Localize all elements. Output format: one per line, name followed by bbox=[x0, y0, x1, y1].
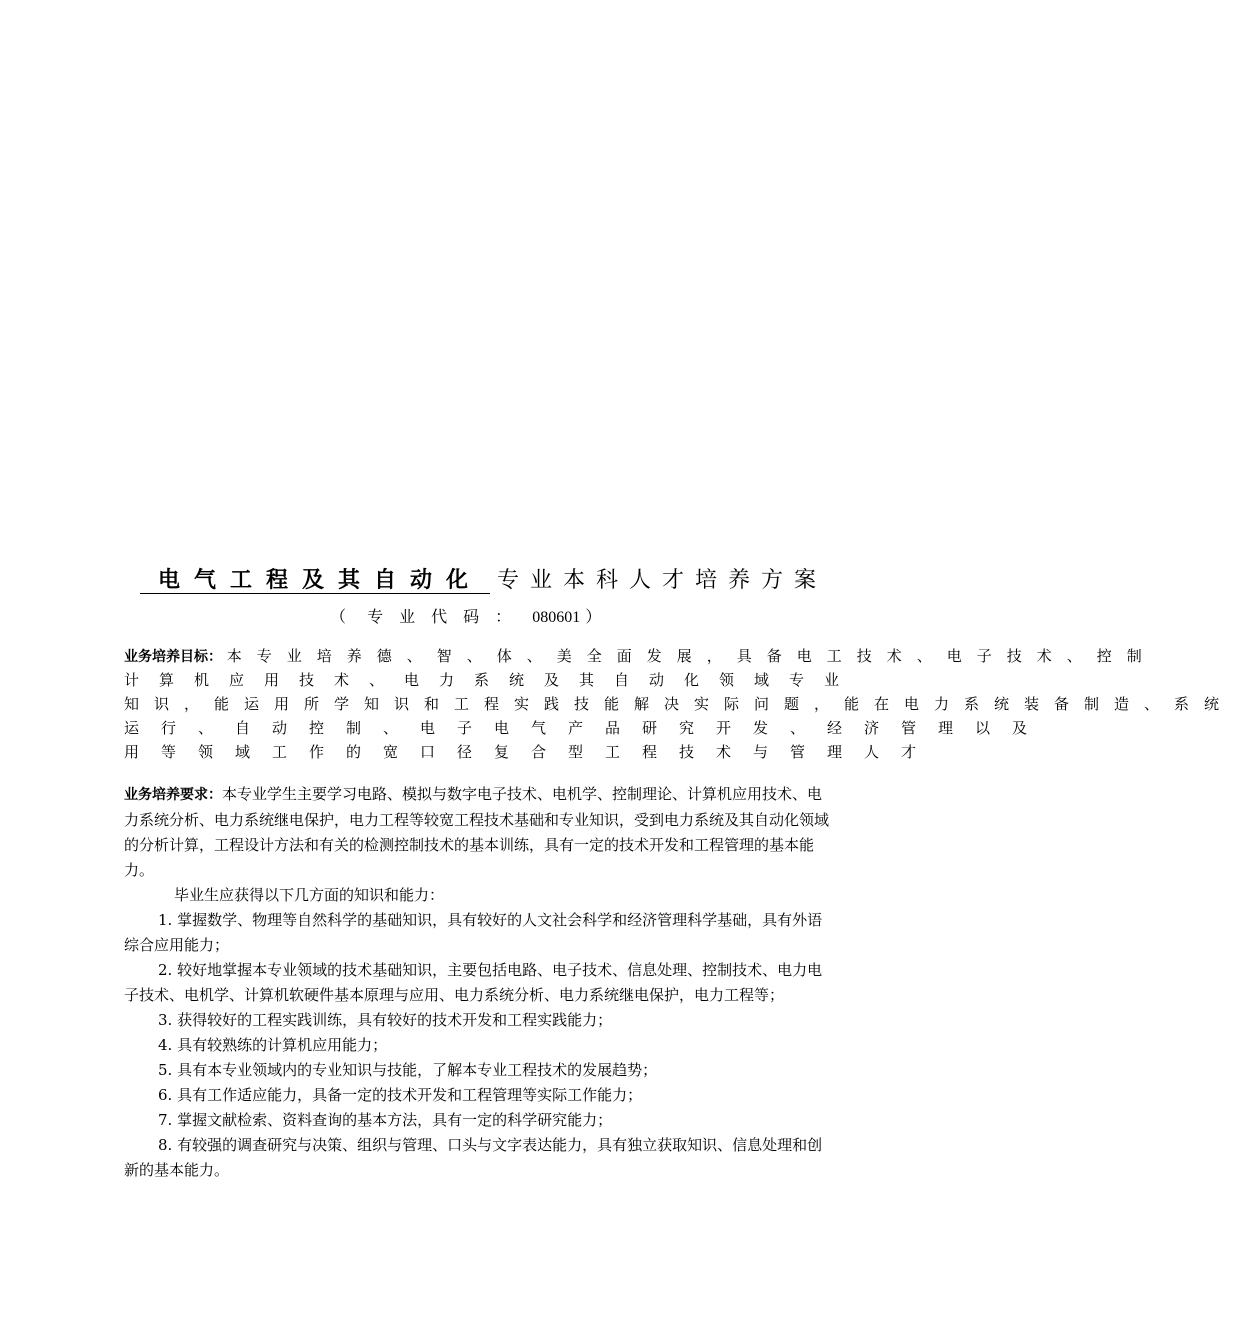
open-paren: （ bbox=[330, 607, 363, 626]
close-paren: ） bbox=[585, 607, 602, 626]
objective-line: 本专业培养德、智、体、美全面发展，具备电工技术、电子技术、控制 bbox=[226, 647, 1157, 665]
objective-line: 运行、自动控制、电子电气产品研究开发、经济管理以及 bbox=[124, 719, 1050, 737]
ability-item: 7. 掌握文献检索、资料查询的基本方法，具有一定的科学研究能力； bbox=[158, 1111, 613, 1129]
objective-line: 知识，能运用所学知识和工程实践技能解决实际问题，能在电力系统装备制造、系统 bbox=[124, 695, 1234, 713]
major-code: 080601 bbox=[532, 609, 581, 626]
requirements-intro-paragraph bbox=[124, 782, 834, 883]
title-rest: 专业本科人才培养方案 bbox=[497, 568, 828, 593]
objective-line: 用等领域工作的宽口径复合型工程技术与管理人才 bbox=[124, 743, 939, 761]
ability-item: 1. 掌握数学、物理等自然科学的基础知识，具有较好的人文社会科学和经济管理科学基础，具有外语综合应用能力； bbox=[124, 911, 823, 954]
ability-item: 6. 具有工作适应能力，具备一定的技术开发和工程管理等实际工作能力； bbox=[158, 1086, 643, 1104]
ability-item: 5. 具有本专业领域内的专业知识与技能，了解本专业工程技术的发展趋势； bbox=[158, 1061, 658, 1079]
major-name: 电气工程及其自动化 bbox=[140, 567, 490, 594]
major-code-line bbox=[330, 606, 630, 629]
document-title bbox=[140, 565, 840, 596]
objective-heading: 业务培养目标： bbox=[124, 649, 222, 665]
abilities-lead: 毕业生应获得以下几方面的知识和能力： bbox=[174, 886, 445, 904]
ability-item: 3. 获得较好的工程实践训练，具有较好的技术开发和工程实践能力； bbox=[158, 1011, 613, 1029]
major-code-label: 专业代码： bbox=[367, 607, 528, 626]
ability-item: 8. 有较强的调查研究与决策、组织与管理、口头与文字表达能力，具有独立获取知识、信息处理和创新的基本能力。 bbox=[124, 1136, 823, 1179]
requirements-intro: 本专业学生主要学习电路、模拟与数字电子技术、电机学、控制理论、计算机应用技术、电力系统分析、电力系统继电保护，电力工程等较宽工程技术基础和专业知识，受到电力系统及其自动化领域的分析计算，工程设计方法和有关的检测控制技术的基本训练，具有一定的技术开发和工程管理的基本能力。 bbox=[124, 785, 830, 879]
requirements-heading: 业务培养要求： bbox=[124, 787, 222, 803]
training-objective-section bbox=[124, 644, 1234, 764]
ability-item: 2. 较好地掌握本专业领域的技术基础知识，主要包括电路、电子技术、信息处理、控制技术、电力电子技术、电机学、计算机软硬件基本原理与应用、电力系统分析、电力系统继电保护，电力工程等； bbox=[124, 961, 823, 1004]
ability-item: 4. 具有较熟练的计算机应用能力； bbox=[158, 1036, 388, 1054]
objective-line: 计算机应用技术、电力系统及其自动化领域专业 bbox=[124, 671, 860, 689]
training-requirements-section bbox=[124, 782, 834, 1183]
